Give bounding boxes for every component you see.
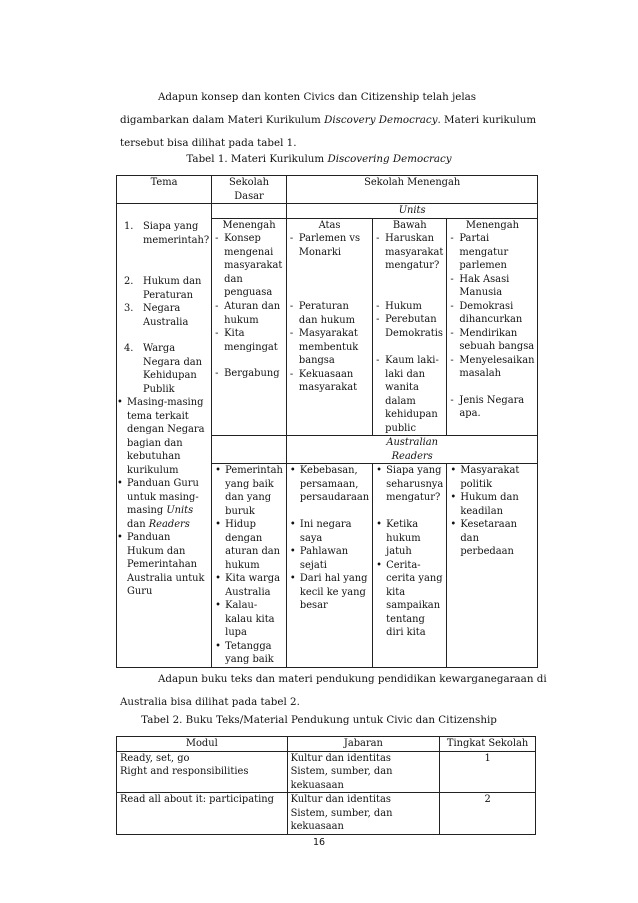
tema-item: 1. Siapa yang memerintah? xyxy=(124,221,210,246)
header-tema: Tema xyxy=(117,176,212,204)
header-sd: Sekolah Dasar xyxy=(212,176,287,204)
unit-item: - Jenis Negara apa. xyxy=(450,394,534,421)
units-menengah2-list xyxy=(450,232,534,421)
unit-item: - Aturan dan hukum xyxy=(215,300,283,327)
unit-item: - Parlemen vs Monarki xyxy=(290,232,369,300)
sub-bawah: Bawah xyxy=(392,219,427,231)
reader-item: • Kesetaraan dan perbedaan xyxy=(450,518,534,559)
page-number: 16 xyxy=(312,837,326,848)
table2 xyxy=(116,736,536,835)
intro-paragraph xyxy=(120,86,550,155)
reader-item: • Cerita-cerita yang kita sampaikan tentang diri kita xyxy=(376,559,443,640)
tema-cell xyxy=(117,204,212,668)
readers-sd-cell xyxy=(212,464,287,668)
table-row xyxy=(117,751,536,793)
readers-menengah2-cell xyxy=(447,464,538,668)
t2-jabaran: Kultur dan identitas Sistem, sumber, dan kekuasaan xyxy=(287,793,440,835)
tema-bullet: • Masing-masing tema terkait dengan Negara bagian dan kebutuhan kurikulum xyxy=(117,396,209,477)
unit-item: - Peraturan dan hukum xyxy=(290,300,369,327)
reader-item: • Masyarakat politik xyxy=(450,464,534,491)
units-atas-cell xyxy=(286,218,372,436)
intro-line-3: tersebut bisa dilihat pada tabel 1. xyxy=(120,137,297,149)
table2-caption: Tabel 2. Buku Teks/Material Pendukung untuk Civic dan Citizenship xyxy=(141,714,497,726)
tema-item: 4. Warga Negara dan Kehidupan Publik xyxy=(124,343,203,395)
t2-tingkat: 1 xyxy=(440,751,536,793)
reader-item: • Siapa yang seharusnya mengatur? xyxy=(376,464,443,518)
t2-tingkat: 2 xyxy=(440,793,536,835)
para2-line-2: Australia bisa dilihat pada tabel 2. xyxy=(120,696,300,708)
sub-menengah2: Menengah xyxy=(465,219,519,231)
unit-item: - Kaum laki-laki dan wanita dalam kehidupan public xyxy=(376,354,443,435)
tema-item: 3. Negara Australia xyxy=(124,303,189,328)
intro-line-1: Adapun konsep dan konten Civics dan Citizenship telah jelas xyxy=(158,91,477,103)
t2-header-tingkat: Tingkat Sekolah xyxy=(440,737,536,752)
reader-item: • Tetangga yang baik xyxy=(215,640,283,667)
units-menengah2-cell xyxy=(447,218,538,436)
unit-item: - Hak Asasi Manusia xyxy=(450,273,534,300)
unit-item: - Kita mengingat xyxy=(215,327,283,367)
reader-item: • Hukum dan keadilan xyxy=(450,491,534,518)
sd-top-blank xyxy=(212,204,287,219)
sd-mid-blank xyxy=(212,436,287,464)
t2-header-modul: Modul xyxy=(117,737,288,752)
reader-item: • Hidup dengan aturan dan hukum xyxy=(215,518,283,572)
readers-bawah-cell xyxy=(373,464,447,668)
para2 xyxy=(120,668,550,714)
tema-bullet: • Panduan Guru untuk masing-masing Units dan Readers xyxy=(117,477,209,531)
unit-item: - Menyelesaikan masalah xyxy=(450,354,534,394)
unit-item: - Konsep mengenai masyarakat dan penguasa xyxy=(215,232,283,300)
reader-item: • Ketika hukum jatuh xyxy=(376,518,443,559)
unit-item: - Demokrasi dihancurkan xyxy=(450,300,534,327)
reader-item: • Pahlawan sejati xyxy=(290,545,369,572)
unit-item: - Haruskan masyarakat mengatur? xyxy=(376,232,443,300)
para2-line-1: Adapun buku teks dan materi pendukung pendidikan kewarganegaraan di xyxy=(158,673,547,685)
unit-item: - Hukum xyxy=(376,300,443,313)
unit-item: - Partai mengatur parlemen xyxy=(450,232,534,273)
units-atas-list xyxy=(290,232,369,395)
readers-atas-cell xyxy=(286,464,372,668)
reader-item: • Kita warga Australia xyxy=(215,572,283,599)
tema-list xyxy=(120,220,209,396)
units-menengah-list xyxy=(215,232,283,381)
reader-item: • Ini negara saya xyxy=(290,518,369,545)
tema-item: 2. Hukum dan Peraturan xyxy=(124,276,202,301)
unit-item: - Mendirikan sebuah bangsa xyxy=(450,327,534,354)
tema-bullets xyxy=(117,396,209,599)
table1 xyxy=(116,175,538,668)
t2-jabaran: Kultur dan identitas Sistem, sumber, dan kekuasaan xyxy=(287,751,440,793)
unit-item: - Kekuasaan masyarakat xyxy=(290,368,369,395)
readers-label: Australian Readers xyxy=(286,436,538,464)
readers-sd-list xyxy=(215,464,283,667)
units-bawah-cell xyxy=(373,218,447,436)
units-label: Units xyxy=(286,204,538,219)
t2-modul: Read all about it: participating xyxy=(117,793,288,835)
table1-caption: Tabel 1. Materi Kurikulum Discovering Democracy xyxy=(186,153,452,165)
tema-bullet: • Panduan Hukum dan Pemerintahan Australia untuk Guru xyxy=(117,531,209,599)
header-sm: Sekolah Menengah xyxy=(286,176,538,204)
reader-item: • Kalau-kalau kita lupa xyxy=(215,599,283,640)
units-bawah-list xyxy=(376,232,443,435)
readers-atas-list xyxy=(290,464,369,613)
readers-menengah2-list xyxy=(450,464,534,559)
sub-menengah: Menengah xyxy=(222,219,276,231)
intro-line-2: digambarkan dalam Materi Kurikulum Discovery Democracy. Materi kurikulum xyxy=(120,114,537,126)
reader-item: • Dari hal yang kecil ke yang besar xyxy=(290,572,369,613)
units-menengah-cell xyxy=(212,218,287,436)
t2-modul: Ready, set, go Right and responsibilities xyxy=(117,751,288,793)
readers-bawah-list xyxy=(376,464,443,640)
table-row xyxy=(117,793,536,835)
sub-atas: Atas xyxy=(318,219,341,231)
reader-item: • Kebebasan, persamaan, persaudaraan xyxy=(290,464,369,518)
unit-item: - Perebutan Demokratis xyxy=(376,313,443,354)
t2-header-jabaran: Jabaran xyxy=(287,737,440,752)
unit-item: - Masyarakat membentuk bangsa xyxy=(290,327,369,368)
reader-item: • Pemerintah yang baik dan yang buruk xyxy=(215,464,283,518)
unit-item: - Bergabung xyxy=(215,367,283,381)
